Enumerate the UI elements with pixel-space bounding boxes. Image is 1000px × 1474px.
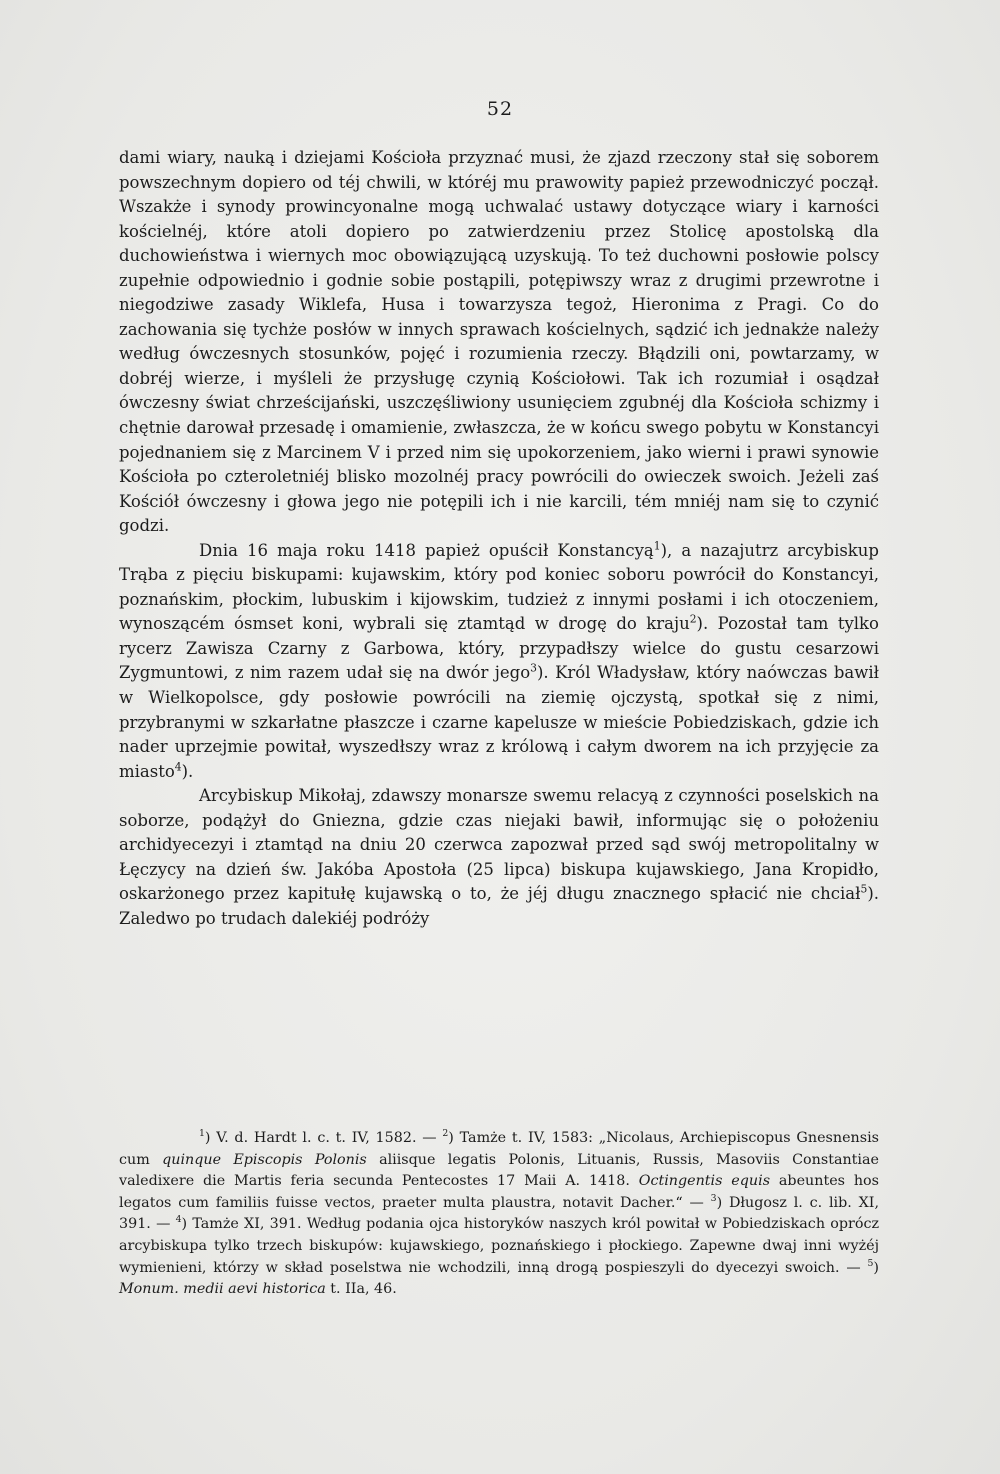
footnotes (119, 1128, 879, 1301)
main-text (119, 146, 879, 932)
paragraph-1: dami wiary, nauką i dziejami Kościoła przyznać musi, że zjazd rzeczony stał się soborem powszechnym dopiero od téj chwili, w któréj mu prawowity papież przewodniczyć począł. Wszakże i synody prowincyonalne mogą uchwalać ustawy dotyczące wiary i karności kościelnéj, które atoli dopiero po zatwierdzeniu przez Stolicę apostolską dla duchowieństwa i wiernych moc obowiązującą uzyskują. To też duchowni posłowie polscy zupełnie odpowiednio i godnie sobie postąpili, potępiwszy wraz z drugimi przewrotne i niegodziwe zasady Wiklefa, Husa i towarzysza tegoż, Hieronima z Pragi. Co do zachowania się tychże posłów w innych sprawach kościelnych, sądzić ich jednakże należy według ówczesnych stosunków, pojęć i rozumienia rzeczy. Błądzili oni, powtarzamy, w dobréj wierze, i myśleli że przysługę czynią Kościołowi. Tak ich rozumiał i osądzał ówczesny świat chrześcijański, uszczęśliwiony usunięciem zgubnéj dla Kościoła schizmy i chętnie darował przesadę i omamienie, zwłaszcza, że w końcu swego pobytu w Konstancyi pojednaniem się z Marcinem V i przed nim się upokorzeniem, jako wierni i prawi synowie Kościoła po czteroletniéj blisko mozolnéj pracy powrócili do owieczek swoich. Jeżeli zaś Kościół ówczesny i głowa jego nie potępili ich i nie karcili, tém mniéj nam się to czynić godzi. (119, 148, 879, 536)
footnote-2-marker: 2 (442, 1128, 449, 1140)
footnote-1-marker: 1 (199, 1128, 205, 1140)
footnote-1-text: ) V. d. Hardt l. c. t. IV, 1582. — (204, 1130, 443, 1146)
paragraph-2-text-d: ). Król Władysław, który naówczas bawił w Wielkopolsce, gdy posłowie powrócili na ziemię ojczystą, spotkał się z nimi, przybranymi w szkarłatne płaszcze i czarne kapelusze w mieście Pobiedziskach, gdzie ich nader uprzejmie powitał, wyszedłszy wraz z królową i całym dworem na ich przyjęcie za miasto (119, 663, 879, 781)
paragraph-3-text-a: Arcybiskup Mikołaj, zdawszy monarsze swemu relacyą z czynności poselskich na soborze, podążył do Gniezna, gdzie czas niejaki bawił, informując się o położeniu archidyecezyi i ztamtąd na dniu 20 czerwca zapozwał przed sąd swój metropolitalny w Łęczycy na dzień św. Jakóba Apostoła (25 lipca) biskupa kujawskiego, Jana Kropidło, oskarżonego przez kapitułę kujawską o to, że jéj długu znacznego spłacić nie chciał (119, 786, 879, 904)
footnote-ref-5: 5 (860, 882, 868, 896)
footnote-4-text: ) Tamże XI, 391. Według podania ojca historyków naszych król powitał w Pobiedziskach oprócz arcybiskupa tylko trzech biskupów: kujawskiego, poznańskiego i płockiego. Zapewne dwaj inni wyżéj wymienieni, którzy w skład poselstwa nie wchodzili, inną drogą pospieszyli do dyecezyi swoich. — (119, 1216, 879, 1276)
footnote-5-text-b: t. IIa, 46. (325, 1281, 397, 1298)
footnote-ref-1: 1 (653, 539, 661, 553)
footnote-ref-4: 4 (174, 760, 182, 774)
footnote-3-text: ) Długosz l. c. lib. XI, 391. — (119, 1194, 879, 1233)
footnote-5-italic: Monum. medii aevi historica (119, 1281, 326, 1298)
paragraph-2-text-e: ). (181, 761, 194, 781)
footnote-ref-3: 3 (530, 661, 537, 675)
paragraph-3 (119, 784, 879, 931)
footnote-2-italic-2: Octingentis equis (638, 1173, 771, 1190)
footnote-2-text-a: ) Tamże t. IV, 1583: „Nicolaus, Archiepiscopus Gnesnensis cum (119, 1130, 879, 1168)
footnote-5-text-a: ) (873, 1259, 879, 1276)
footnote-5-marker: 5 (867, 1257, 874, 1269)
footnote-block (119, 1128, 879, 1301)
footnote-2-text-b: aliisque legatis Polonis, Lituanis, Russis, Masoviis Constantiae valedixere die Martis feria secunda Pentecostes 17 Maii A. 1418. (119, 1151, 879, 1190)
paragraph-2-text-c: ). Pozostał tam tylko rycerz Zawisza Czarny z Garbowa, który, przypadłszy wielce do gustu cesarzowi Zygmuntowi, z nim razem udał się na dwór jego (119, 614, 879, 683)
footnote-2-text-c: abeuntes hos legatos cum familiis fuisse vectos, praeter multa plaustra, notavit Dacher.“ — (119, 1173, 879, 1211)
footnote-2-italic-1: quinque Episcopis Polonis (162, 1151, 367, 1168)
paragraph-2 (119, 539, 879, 784)
footnote-4-marker: 4 (175, 1214, 182, 1226)
page-number: 52 (486, 98, 514, 120)
paragraph-3-text-b: ). Zaledwo po trudach dalekiéj podróży (119, 884, 879, 928)
footnote-ref-2: 2 (689, 612, 697, 626)
footnote-3-marker: 3 (710, 1193, 717, 1205)
paragraph-2-text-a: Dnia 16 maja roku 1418 papież opuścił Konstancyą (199, 540, 654, 560)
paragraph-2-text-b: ), a nazajutrz arcybiskup Trąba z pięciu biskupami: kujawskim, który pod koniec soboru powrócił do Konstancyi, poznańskim, płockim, lubuskim i kijowskim, tudzież z innymi posłami i ich otoczeniem, wynoszącém ósmset koni, wybrali się ztamtąd w drogę do kraju (119, 540, 879, 634)
